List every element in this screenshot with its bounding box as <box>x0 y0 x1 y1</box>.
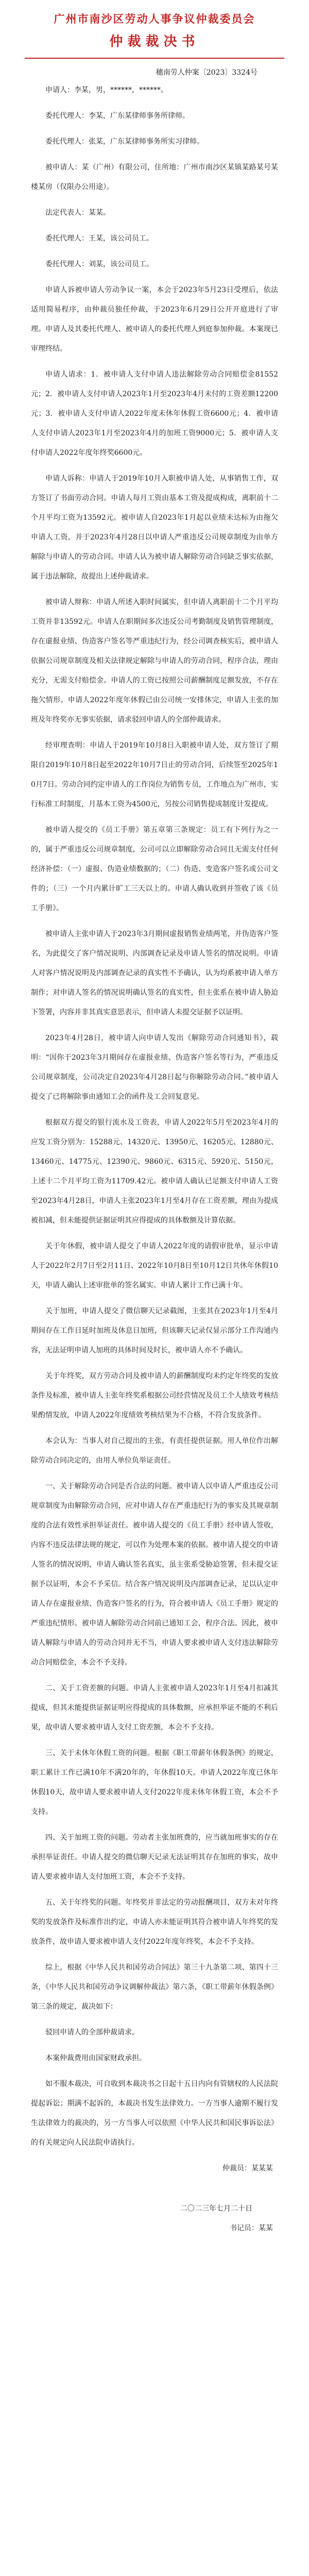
applicant-agent-2: 委托代理人：张某，广东某律师事务所实习律师。 <box>45 138 204 146</box>
respondent-agent-2: 委托代理人：刘某，该公司员工。 <box>45 260 153 268</box>
applicant-claims: 申请人请求：1．被申请人支付申请人违法解除劳动合同赔偿金81552元；2．被申请人支付申请人2023年1月至2023年4月未付的工资差额12200元；3．被申请人支付申请人2022年度未休年休假工资6600元；4．被申请人支付申请人2023年1月至2023年4月的加班工资9000元；5．被申请人支付申请人2022年度年终奖6600元。 <box>31 370 278 457</box>
respondent-defense: 被申请人辩称：申请人所述入职时间属实，但申请人离职前十二个月平均工资并非13592元。申请人在职期间多次违反公司考勤制度及销售管理制度，存在虚报业绩、伪造客户签名等严重违纪行为，经公司调查核实后，被申请人依据公司规章制度及相关法律规定解除与申请人的劳动合同，程序合法，理由充分，无需支付赔偿金。申请人的工资已按照公司薪酬制度足额发放，不存在拖欠情形。申请人2022年度年休假已由公司统一安排休完，申请人主张的加班及年终奖亦无事实依据，请求驳回申请人的全部仲裁请求。 <box>31 598 278 724</box>
opinion-point-3: 三、关于未休年休假工资的问题。根据《职工带薪年休假条例》的规定，职工累计工作已满10年不满20年的，年休假10天。申请人2022年度已休年休假10天，故申请人要求被申请人支付2022年度未休年休假工资，本会不予支持。 <box>31 1749 278 1816</box>
opinion-point-2: 二、关于工资差额的问题。申请人主张被申请人2023年1月至4月扣减其提成，但其未能提供证据证明应得提成的具体数额，应承担举证不能的不利后果，故申请人要求被申请人支付工资差额，本会不予支持。 <box>31 1684 278 1732</box>
party-applicant: 申请人：李某，男，******，******。 <box>45 86 168 94</box>
fact-finding-7: 关于加班，申请人提交了微信聊天记录截图，主张其在2023年1月至4月期间存在工作日延时加班及休息日加班，但该聊天记录仅显示部分工作沟通内容，无法证明申请人加班的具体时间及时长，被申请人亦不予确认。 <box>31 1307 278 1354</box>
cost-note: 本案仲裁费用由国家财政承担。 <box>45 2054 146 2062</box>
clerk-signature: 书记员：某某 <box>230 2224 273 2232</box>
document-body <box>31 80 278 2153</box>
fact-finding-5: 根据双方提交的银行流水及工资表，申请人2022年5月至2023年4月的应发工资分别为：15288元、14320元、13950元、16205元、12880元、13460元、14775元、12390元、9860元、6315元、5920元、5150元，上述十二个月平均工资为11709.42元。被申请人确认已足额支付申请人工资至2023年4月28日，申请人主张2023年1月至4月存在工资差额，理由为提成被扣减，但未能提供证据证明其应得提成的具体数额及计算依据。 <box>31 1118 278 1225</box>
tribunal-opinion: 本会认为：当事人对自己提出的主张，有责任提供证据。用人单位作出解除劳动合同决定的，由用人单位负举证责任。 <box>31 1437 278 1465</box>
fact-finding-2: 被申请人提交的《员工手册》第五章第三条规定：员工有下列行为之一的，属于严重违反公司规章制度，公司可以立即解除劳动合同且无需支付任何经济补偿：（一）虚报、伪造业绩数据的；（二）伪造、变造客户签名或公司文件的；（三）一个月内累计旷工三天以上的。申请人确认收到并签收了该《员工手册》。 <box>31 826 278 912</box>
opinion-point-4: 四、关于加班工资的问题。劳动者主张加班费的，应当就加班事实的存在承担举证责任。申请人提交的微信聊天记录无法证明其存在加班的事实，故申请人要求被申请人支付加班工资，本会不予支持。 <box>31 1834 278 1881</box>
applicant-agent-1: 委托代理人：李某，广东某律师事务所律师。 <box>45 112 190 120</box>
opinion-point-1: 一、关于解除劳动合同是否合法的问题。被申请人以申请人严重违反公司规章制度为由解除劳动合同，应对申请人存在严重违纪行为的事实及其规章制度的合法有效性承担举证责任。被申请人提交的《员工手册》经申请人签收，内容不违反法律法规的规定，可以作为处理本案的依据。被申请人提交的申请人签名的情况说明，申请人确认签名真实，虽主张系受胁迫签署，但未提交证据予以证明，本会不予采信。结合客户情况说明及内部调查记录，足以认定申请人存在虚报业绩、伪造客户签名的行为，符合被申请人《员工手册》规定的严重违纪情形。被申请人解除劳动合同前已通知工会，程序合法。因此，被申请人解除与申请人的劳动合同并无不当，申请人要求被申请人支付违法解除劳动合同赔偿金，本会不予支持。 <box>31 1482 278 1667</box>
appeal-notice: 如不服本裁决，可自收到本裁决书之日起十五日内向有管辖权的人民法院提起诉讼；期满不起诉的，本裁决书发生法律效力。一方当事人逾期不履行发生法律效力的裁决的，另一方当事人可以依照《中华人民共和国民事诉讼法》的有关规定向人民法院申请执行。 <box>31 2080 278 2147</box>
award-ruling: 驳回申请人的全部仲裁请求。 <box>45 2028 139 2037</box>
party-respondent: 被申请人：某（广州）有限公司，住所地：广州市南沙区某镇某路某号某楼某房（仅限办公用途）。 <box>31 163 278 191</box>
applicant-statement: 申请人诉称：申请人于2019年10月入职被申请人处，从事销售工作，双方签订了书面劳动合同。申请人每月工资由基本工资及提成构成，离职前十二个月平均工资为13592元。被申请人自2023年1月起以业绩未达标为由拖欠申请人工资，并于2023年4月28日以申请人严重违反公司规章制度为由单方解除与申请人的劳动合同。申请人认为被申请人解除劳动合同缺乏事实依据，属于违法解除，故提出上述仲裁请求。 <box>31 474 278 581</box>
issuing-organization: 广州市南沙区劳动人事争议仲裁委员会 <box>54 12 255 25</box>
fact-finding-3: 被申请人主张申请人于2023年3月期间虚报销售业绩两笔，并伪造客户签名，为此提交了客户情况说明、内部调查记录及申请人签名的情况说明。申请人对客户情况说明及内部调查记录的真实性不予确认，认为均系被申请人单方制作；对申请人签名的情况说明确认签名的真实性，但主张系在被申请人胁迫下签署，内容并非其真实意思表示，但申请人未提交证据予以证明。 <box>31 930 278 1016</box>
title-divider <box>25 58 284 59</box>
document-title: 仲裁裁决书 <box>109 34 200 49</box>
respondent-legal-rep: 法定代表人：某某。 <box>45 209 110 217</box>
arbitrator-signature: 仲裁员：某某某 <box>222 2164 273 2173</box>
respondent-agent-1: 委托代理人：王某，该公司员工。 <box>45 234 153 243</box>
case-number: 穗南劳人仲案〔2023〕3324号 <box>156 69 258 77</box>
award-date: 二〇二三年七月二十日 <box>180 2205 252 2213</box>
case-intro: 申请人诉被申请人劳动争议一案，本会于2023年5月23日受理后，依法适用简易程序，由仲裁员独任仲裁，于2023年6月29日公开开庭进行了审理。申请人及其委托代理人、被申请人的委托代理人到庭参加仲裁。本案现已审理终结。 <box>31 286 278 353</box>
fact-finding-6: 关于年休假，被申请人提交了申请人2022年度的请假审批单，显示申请人于2022年2月7日至2月11日、2022年10月8日至10月12日共休年休假10天，申请人确认上述审批单的签名属实。申请人累计工作已满十年。 <box>31 1242 278 1290</box>
fact-finding-1: 经审理查明：申请人于2019年10月8日入职被申请人处，双方签订了期限自2019年10月8日起至2022年10月7日止的劳动合同，后续签至2025年10月7日。劳动合同约定申请人的工作岗位为销售专员，工作地点为广州市，实行标准工时制度，月基本工资为4500元，另按公司销售提成制度计发提成。 <box>31 741 278 808</box>
legal-basis: 综上，根据《中华人民共和国劳动合同法》第三十九条第二项、第四十三条，《中华人民共和国劳动争议调解仲裁法》第六条，《职工带薪年休假条例》第三条的规定，裁决如下： <box>31 1963 278 2011</box>
fact-finding-4: 2023年4月28日，被申请人向申请人发出《解除劳动合同通知书》，载明：“因你于2023年3月期间存在虚报业绩、伪造客户签名等行为，严重违反公司规章制度，公司决定自2023年4月28日起与你解除劳动合同。”被申请人提交了已将解除事由通知工会的函件及工会回复意见。 <box>31 1034 278 1101</box>
opinion-point-5: 五、关于年终奖的问题。年终奖并非法定的劳动报酬项目，双方未对年终奖的发放条件及标准作出约定，申请人亦未能证明其符合被申请人年终奖的发放条件，故申请人要求被申请人支付2022年度年终奖，本会不予支持。 <box>31 1899 278 1946</box>
fact-finding-8: 关于年终奖，双方劳动合同及被申请人的薪酬制度均未约定年终奖的发放条件及标准，被申请人主张年终奖系根据公司经营情况及员工个人绩效考核结果酌情发放，申请人2022年度绩效考核结果为不合格，不符合发放条件。 <box>31 1372 278 1419</box>
